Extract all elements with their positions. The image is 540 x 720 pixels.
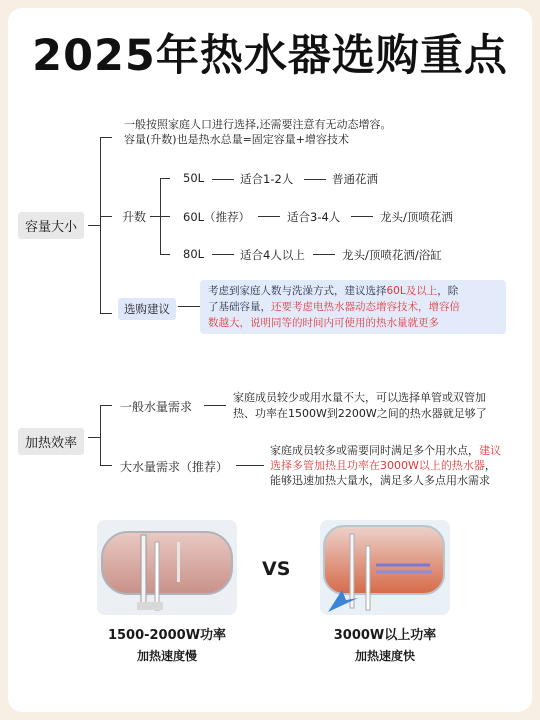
large-demand-label: 大水量需求（推荐） (120, 460, 229, 474)
low-power-caption: 1500-2000W功率 (107, 628, 227, 643)
normal-demand-label: 一般水量需求 (120, 400, 193, 414)
advice-box: 考虑到家庭人数与洗澡方式，建议选择60L及以上，除 了基础容量，还要考虑电热水器动态增容技术，增容倍 数越大，说明同等的时间内可使用的热水量就更多 (200, 280, 506, 334)
row-80l-size: 80L (183, 247, 205, 261)
heating-label: 加热效率 (18, 428, 84, 455)
row-80l-use: 龙头/顶喷花洒/浴缸 (342, 248, 442, 262)
advice-label: 选购建议 (118, 298, 176, 320)
high-power-caption: 3000W以上功率 (333, 628, 437, 643)
row-60l-fit: 适合3-4人 (287, 210, 341, 224)
normal-demand-line1: 家庭成员较少或用水量不大，可以选择单管或双管加 (233, 391, 486, 404)
page-title: 2025年热水器选购重点 (32, 31, 508, 81)
high-power-subcaption: 加热速度快 (354, 649, 415, 663)
low-power-heater-image (97, 520, 237, 615)
heating-bracket (100, 405, 101, 465)
content-card (8, 8, 532, 712)
capacity-note-line1: 一般按照家庭人口进行选择,还需要注意有无动态增容。 (124, 118, 392, 131)
low-power-subcaption: 加热速度慢 (136, 649, 197, 663)
capacity-note-line2: 容量(升数)也是热水总量=固定容量+增容技术 (124, 133, 350, 146)
liters-label: 升数 (122, 210, 147, 224)
high-power-heater-image (320, 520, 450, 615)
row-60l-size: 60L（推荐） (183, 210, 251, 224)
normal-demand-line2: 热、功率在1500W到2200W之间的热水器就足够了 (233, 407, 487, 420)
large-demand-text: 家庭成员较多或需要同时满足多个用水点，建议 选择多管加热且功率在3000W以上的热水器， 能够迅速加热大量水，满足多人多点用水需求 (270, 444, 501, 487)
bracket-line (100, 137, 101, 314)
row-50l-size: 50L (183, 171, 205, 185)
capacity-label: 容量大小 (18, 212, 84, 239)
row-50l-fit: 适合1-2人 (240, 172, 294, 186)
row-60l-use: 龙头/顶喷花洒 (380, 210, 453, 224)
row-80l-fit: 适合4人以上 (240, 248, 305, 262)
vs-label: VS (262, 558, 291, 580)
row-50l-use: 普通花洒 (332, 172, 378, 186)
